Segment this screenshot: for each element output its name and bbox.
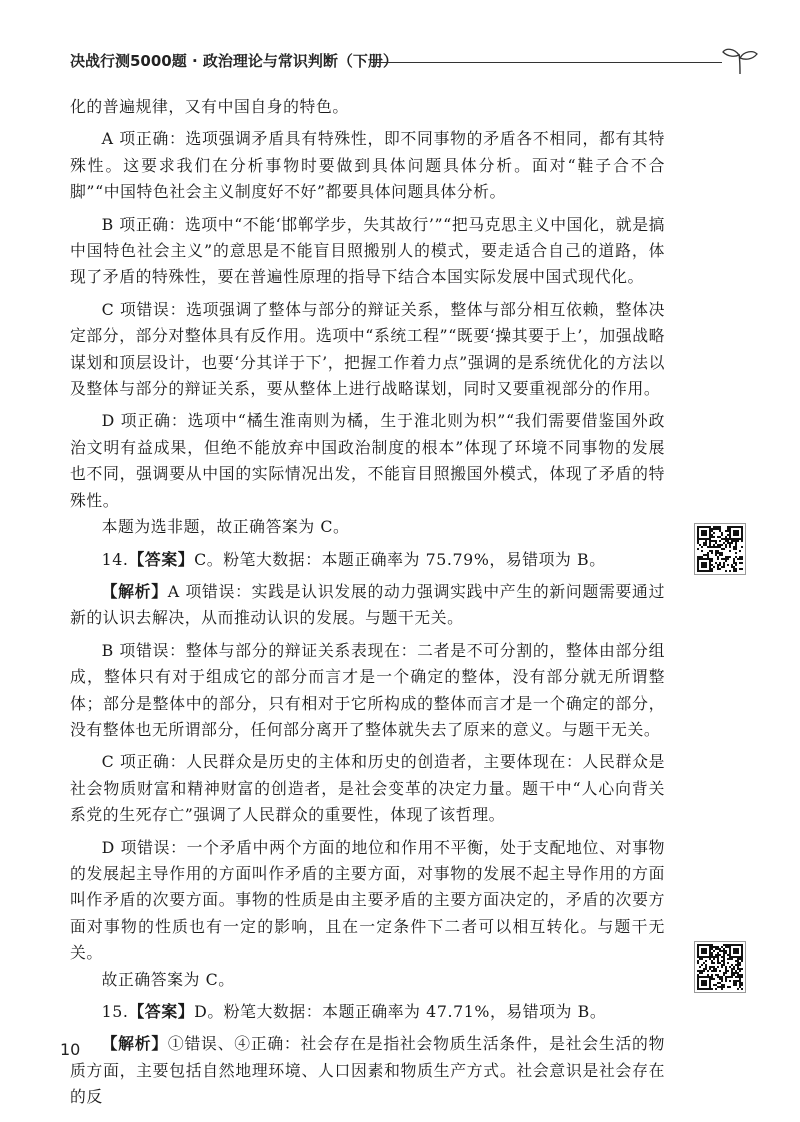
running-header	[70, 42, 760, 76]
q15-answer	[70, 999, 665, 1025]
page-number: 10	[60, 1040, 81, 1059]
book-title: 决战行测5000题 · 政治理论与常识判断（下册）	[70, 52, 398, 70]
q14-analysis-tag: 【解析】	[101, 581, 168, 601]
page-content	[70, 94, 665, 1111]
q14-answer	[70, 547, 665, 573]
qr-code-icon	[694, 523, 746, 575]
q15-analysis	[70, 1031, 665, 1110]
q14-answer-text: C。粉笔大数据：本题正确率为 75.79%，易错项为 B。	[194, 549, 606, 569]
q14-analysis-text: A 项错误：实践是认识发展的动力强调实践中产生的新问题需要通过新的认识去解决，从而推动认识的发展。与题干无关。	[70, 581, 665, 628]
q14-item-d: D 项错误：一个矛盾中两个方面的地位和作用不平衡，处于支配地位、对事物的发展起主导作用的方面叫作矛盾的主要方面，对事物的发展不起主导作用的方面叫作矛盾的次要方面。事物的性质是由主要矛盾的主要方面决定的，矛盾的次要方面对事物的性质也有一定的影响，且在一定条件下二者可以相互转化。与题干无关。	[70, 837, 665, 963]
paragraph-option-d: D 项正确：选项中“橘生淮南则为橘，生于淮北则为枳”“我们需要借鉴国外政治文明有益成果，但绝不能放弃中国政治制度的根本”体现了环境不同事物的发展也不同，强调要从中国的实际情况出发，不能盲目照搬国外模式，体现了矛盾的特殊性。	[70, 411, 665, 510]
paragraph-conclusion: 本题为选非题，故正确答案为 C。	[101, 517, 350, 537]
paragraph: 化的普遍规律，又有中国自身的特色。	[70, 97, 349, 116]
q14-item-c: C 项正确：人民群众是历史的主体和历史的创造者，主要体现在：人民群众是社会物质财富和精神财富的创造者，是社会变革的决定力量。题干中“人心向背关系党的生死存亡”强调了人民群众的重要性，体现了该哲理。	[70, 752, 665, 825]
q14-conclusion: 故正确答案为 C。	[101, 969, 235, 989]
q14-number: 14.	[101, 549, 129, 569]
q15-answer-text: D。粉笔大数据：本题正确率为 47.71%，易错项为 B。	[194, 1002, 607, 1021]
paragraph-option-a: A 项正确：选项强调矛盾具有特殊性，即不同事物的矛盾各不相同，都有其特殊性。这要求我们在分析事物时要做到具体问题具体分析。面对“鞋子合不合脚”“中国特色社会主义制度好不好”都要具体问题具体分析。	[70, 129, 665, 202]
q14-answer-tag: 【答案】	[128, 549, 195, 569]
sprout-icon	[720, 42, 760, 76]
qr-code-icon	[694, 941, 746, 993]
paragraph-option-c: C 项错误：选项强调了整体与部分的辩证关系，整体与部分相互依赖，整体决定部分，部分对整体具有反作用。选项中“系统工程”“既要‘操其要于上’，加强战略谋划和顶层设计，也要‘分其详于下’，把握工作着力点”强调的是系统优化的方法以及整体与部分的辩证关系，要从整体上进行战略谋划，同时又要重视部分的作用。	[70, 299, 665, 399]
q15-number: 15.	[101, 1002, 129, 1021]
paragraph-option-b: B 项正确：选项中“不能‘邯郸学步，失其故行’”“把马克思主义中国化，就是搞中国特色社会主义”的意思是不能盲目照搬别人的模式，要走适合自己的道路，体现了矛盾的特殊性，要在普遍性原理的指导下结合本国实际发展中国式现代化。	[70, 214, 665, 287]
q14-analysis	[70, 579, 665, 632]
q14-item-b: B 项错误：整体与部分的辩证关系表现在：二者是不可分割的，整体由部分组成，整体只有对于组成它的部分而言才是一个确定的整体，没有部分就无所谓整体；部分是整体中的部分，只有相对于它所构成的整体而言才是一个确定的部分，没有整体也无所谓部分，任何部分离开了整体就失去了原来的意义。与题干无关。	[70, 640, 665, 739]
q15-analysis-tag: 【解析】	[101, 1034, 168, 1054]
q15-answer-tag: 【答案】	[128, 1002, 195, 1021]
header-rule	[370, 62, 722, 63]
q15-analysis-text: ①错误、④正确：社会存在是指社会物质生活条件，是社会生活的物质方面，主要包括自然地理环境、人口因素和物质生产方式。社会意识是社会存在的反	[70, 1034, 665, 1107]
